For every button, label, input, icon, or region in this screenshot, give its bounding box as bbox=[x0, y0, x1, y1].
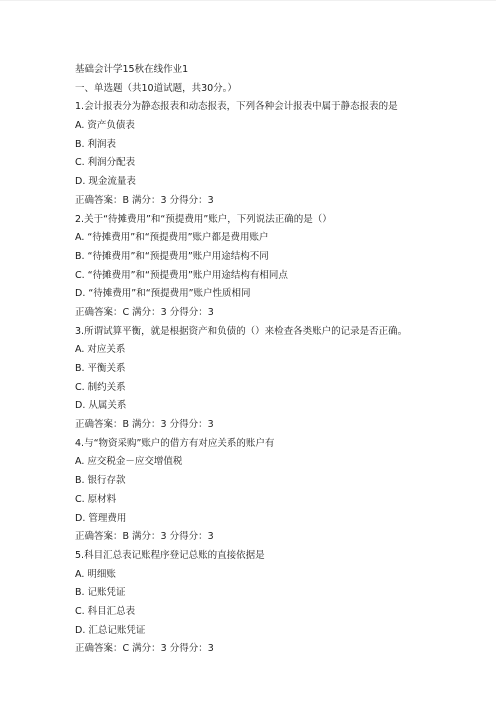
question-option: D. 现金流量表 bbox=[75, 176, 136, 188]
answer-line: 正确答案：C 满分：3 分得分：3 bbox=[75, 306, 214, 318]
question-4 bbox=[75, 435, 475, 547]
question-option: D. 从属关系 bbox=[75, 400, 127, 412]
question-option: D. “待摊费用”和“预提费用”账户性质相同 bbox=[75, 288, 251, 300]
answer-line: 正确答案：B 满分：3 分得分：3 bbox=[75, 419, 214, 431]
question-option: B. 记账凭证 bbox=[75, 587, 126, 599]
question-option: A. 资产负债表 bbox=[75, 120, 135, 132]
question-option: C. 原材料 bbox=[75, 493, 117, 505]
question-3 bbox=[75, 323, 475, 435]
question-stem: 1.会计报表分为静态报表和动态报表，下列各种会计报表中属于静态报表的是 bbox=[75, 101, 398, 113]
answer-line: 正确答案：B 满分：3 分得分：3 bbox=[75, 194, 214, 206]
question-stem: 3.所谓试算平衡，就是根据资产和负债的（）来检查各类账户的记录是否正确。 bbox=[75, 325, 408, 337]
question-option: D. 汇总记账凭证 bbox=[75, 624, 146, 636]
question-option: C. 科目汇总表 bbox=[75, 605, 136, 617]
question-stem: 2.关于“待摊费用”和“预提费用”账户，下列说法正确的是（） bbox=[75, 213, 332, 225]
question-2 bbox=[75, 211, 475, 323]
question-option: B. 银行存款 bbox=[75, 475, 126, 487]
question-option: A. “待摊费用”和“预提费用”账户都是费用账户 bbox=[75, 232, 269, 244]
question-option: C. “待摊费用”和“预提费用”账户用途结构有相同点 bbox=[75, 269, 288, 281]
question-stem: 5.科目汇总表记账程序登记总账的直接依据是 bbox=[75, 549, 265, 561]
question-option: B. 利润表 bbox=[75, 138, 117, 150]
question-option: B. 平衡关系 bbox=[75, 363, 126, 374]
section-heading: 一、单选题（共10道试题，共30分。） bbox=[75, 82, 237, 94]
question-stem: 4.与“物资采购”账户的借方有对应关系的账户有 bbox=[75, 437, 275, 449]
answer-line: 正确答案：C 满分：3 分得分：3 bbox=[75, 643, 214, 655]
question-option: B. “待摊费用”和“预提费用”账户用途结构不同 bbox=[75, 250, 269, 262]
document-title: 基础会计学15秋在线作业1 bbox=[75, 64, 189, 75]
question-option: C. 制约关系 bbox=[75, 381, 126, 393]
question-5 bbox=[75, 547, 475, 659]
question-option: D. 管理费用 bbox=[75, 512, 127, 524]
question-option: A. 应交税金－应交增值税 bbox=[75, 456, 183, 468]
document-content bbox=[75, 61, 475, 659]
question-1 bbox=[75, 98, 475, 210]
question-option: A. 对应关系 bbox=[75, 344, 126, 356]
answer-line: 正确答案：B 满分：3 分得分：3 bbox=[75, 531, 214, 543]
question-option: A. 明细账 bbox=[75, 568, 116, 580]
question-option: C. 利润分配表 bbox=[75, 157, 136, 169]
